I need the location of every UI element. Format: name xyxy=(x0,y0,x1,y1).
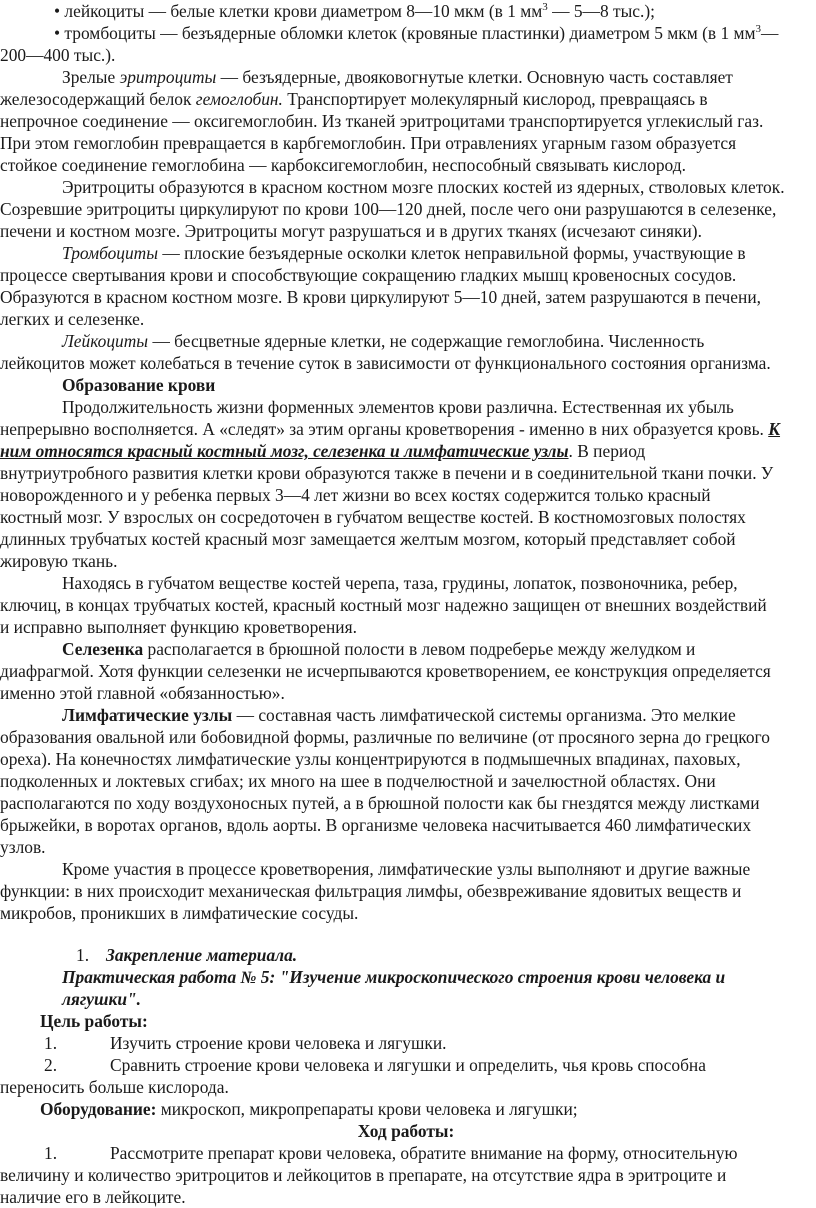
term-spleen: Селезенка xyxy=(62,639,144,659)
equipment-line xyxy=(0,1098,812,1120)
heading-progress: Ход работы: xyxy=(357,1121,455,1141)
goal-text: Сравнить строение крови человека и лягушки и определить, чья кровь способна xyxy=(110,1055,706,1075)
para-thrombocytes-line: легких и селезенке. xyxy=(0,309,145,329)
para-formation-line: жировую ткань. xyxy=(0,551,118,571)
goal-item xyxy=(0,1054,812,1076)
text: — безъядерные, двояковогнутые клетки. Основную часть составляет xyxy=(216,67,733,87)
step-text: Рассмотрите препарат крови человека, обратите внимание на форму, относительную xyxy=(110,1143,738,1163)
superscript: 3 xyxy=(755,23,762,35)
step-item-cont: наличие его в лейкоците. xyxy=(0,1187,186,1207)
para-lymph-line: располагаются по ходу воздухоносных путей, а в брюшной полости как бы гнездятся между листками xyxy=(0,793,760,813)
para-formation-line xyxy=(0,418,812,440)
para-spleen-line: именно этой главной «обязанностью». xyxy=(0,683,285,703)
practical-work-title: Практическая работа № 5: "Изучение микроскопического строения крови человека и xyxy=(62,967,726,987)
para-lymph-function-line: Кроме участия в процессе кроветворения, лимфатические узлы выполняют и другие важные xyxy=(62,859,751,879)
para-thrombocytes-line xyxy=(0,242,812,264)
text: Транспортирует молекулярный кислород, превращаясь в xyxy=(282,89,708,109)
para-formation-line: новорожденного и у ребенка первых 3—4 лет жизни во всех костях содержится только красный xyxy=(0,485,711,505)
text: — плоские безъядерные осколки клеток неправильной формы, участвующие в xyxy=(158,243,746,263)
para-lymph-line xyxy=(0,704,812,726)
para-erythro-formation-line: Эритроциты образуются в красном костном мозге плоских костей из ядерных, стволовых клеток. xyxy=(62,177,785,197)
emphasis-text: К xyxy=(768,419,781,439)
para-formation-line xyxy=(0,440,812,462)
list-item-consolidation xyxy=(0,944,812,966)
term-erythrocytes: эритроциты xyxy=(119,67,217,87)
text: непрерывно восполняется. А «следят» за этим органы кроветворения - именно в них образуется кровь. xyxy=(0,419,769,439)
para-marrow-line: ключиц, в концах трубчатых костей, красный костный мозг надежно защищен от внешних воздействий xyxy=(0,595,767,615)
text: — xyxy=(761,23,779,43)
text: — 5—8 тыс.); xyxy=(547,1,655,21)
para-marrow-line: и исправно выполняет функцию кроветворения. xyxy=(0,617,357,637)
para-erythrocytes-line: непрочное соединение — оксигемоглобин. Из тканей эритроцитами транспортируется углекислый газ. xyxy=(0,111,764,131)
para-lymph-function-line: микробов, проникших в лимфатические сосуды. xyxy=(0,903,359,923)
para-erythro-formation-line: Созревшие эритроциты циркулируют по крови 100—120 дней, после чего они разрушаются в селезенке, xyxy=(0,199,777,219)
para-erythrocytes-line xyxy=(0,66,812,88)
emphasis-text: ним относятся красный костный мозг, селезенка и лимфатические узлы xyxy=(0,441,569,461)
para-thrombocytes-line: процессе свертывания крови и способствующие сокращению гладких мышц кровеносных сосудов. xyxy=(0,265,737,285)
equipment-text: микроскоп, микропрепараты крови человека и лягушки; xyxy=(156,1099,578,1119)
para-lymph-function-line: функции: в них происходит механическая фильтрация лимфы, обезвреживание ядовитых веществ и xyxy=(0,881,742,901)
spacer xyxy=(0,924,812,944)
para-thrombocytes-line: Образуются в красном костном мозге. В крови циркулируют 5—10 дней, затем разрушаются в печени, xyxy=(0,287,761,307)
para-lymph-line: подколенных и локтевых сгибах; их много на шее в подчелюстной и зачелюстной областях. Они xyxy=(0,771,716,791)
heading-goal: Цель работы: xyxy=(40,1011,148,1031)
para-marrow-line: Находясь в губчатом веществе костей черепа, таза, грудины, лопаток, позвоночника, ребер, xyxy=(62,573,738,593)
goal-text: Изучить строение крови человека и лягушки. xyxy=(110,1033,447,1053)
para-erythrocytes-line: При этом гемоглобин превращается в карбгемоглобин. При отравлениях угарным газом образуется xyxy=(0,133,737,153)
para-formation-line: Продолжительность жизни форменных элементов крови различна. Естественная их убыль xyxy=(62,397,734,417)
para-lymph-line: образования овальной или бобовидной формы, различные по величине (от просяного зерна до грецкого xyxy=(0,727,770,747)
para-lymph-line: узлов. xyxy=(0,837,46,857)
text: • тромбоциты — безъядерные обломки клеток (кровяные пластинки) диаметром 5 мкм (в 1 мм xyxy=(54,23,756,43)
list-number: 1. xyxy=(44,1143,58,1163)
list-number: 1. xyxy=(76,945,90,965)
text: . В период xyxy=(568,441,646,461)
para-leukocytes-line xyxy=(0,330,812,352)
step-item-cont: величину и количество эритроцитов и лейкоцитов в препарате, на отсутствие ядра в эритроците и xyxy=(0,1165,727,1185)
term-leukocytes: Лейкоциты xyxy=(62,331,149,351)
text: — бесцветные ядерные клетки, не содержащие гемоглобина. Численность xyxy=(148,331,705,351)
para-spleen-line xyxy=(0,638,812,660)
term-lymph-nodes: Лимфатические узлы xyxy=(62,705,233,725)
para-lymph-line: ореха). На конечностях лимфатические узлы концентрируются в подмышечных впадинах, паховых, xyxy=(0,749,741,769)
list-number: 2. xyxy=(44,1055,58,1075)
para-formation-line: длинных трубчатых костей красный мозг замещается желтым мозгом, который представляет собой xyxy=(0,529,736,549)
para-lymph-line: брыжейки, в воротах органов, вдоль аорты. В организме человека насчитывается 460 лимфатических xyxy=(0,815,752,835)
text: Зрелые xyxy=(62,67,120,87)
para-leukocytes-line: лейкоцитов может колебаться в течение суток в зависимости от функционального состояния организма. xyxy=(0,353,771,373)
para-erythro-formation-line: печени и костном мозге. Эритроциты могут разрушаться и в других тканях (исчезают синяки). xyxy=(0,221,702,241)
text: располагается в брюшной полости в левом подреберье между желудком и xyxy=(143,639,696,659)
text: железосодержащий белок xyxy=(0,89,196,109)
goal-item xyxy=(0,1032,812,1054)
practical-work-title-cont: лягушки". xyxy=(62,989,141,1009)
list-number: 1. xyxy=(44,1033,58,1053)
equipment-label: Оборудование: xyxy=(40,1099,157,1119)
goal-item-cont: переносить больше кислорода. xyxy=(0,1077,229,1097)
para-erythrocytes-line xyxy=(0,88,812,110)
superscript: 3 xyxy=(542,1,548,13)
step-item xyxy=(0,1142,812,1164)
bullet-thrombocytes-cont: 200—400 тыс.). xyxy=(0,45,116,65)
para-formation-line: внутриутробного развития клетки крови образуются также в печени и в соединительной ткани почки. У xyxy=(0,463,774,483)
term-hemoglobin: гемоглобин. xyxy=(195,89,283,109)
para-erythrocytes-line: стойкое соединение гемоглобина — карбоксигемоглобин, неспособный связывать кислород. xyxy=(0,155,686,175)
para-spleen-line: диафрагмой. Хотя функции селезенки не исчерпываются кроветворением, ее конструкция определяется xyxy=(0,661,771,681)
bullet-leukocytes xyxy=(0,0,812,22)
term-thrombocytes: Тромбоциты xyxy=(62,243,159,263)
para-formation-line: костный мозг. У взрослых он сосредоточен в губчатом веществе костей. В костномозговых полостях xyxy=(0,507,746,527)
text: • лейкоциты — белые клетки крови диаметром 8—10 мкм (в 1 мм xyxy=(54,1,543,21)
bullet-thrombocytes xyxy=(0,22,812,44)
text: — составная часть лимфатической системы организма. Это мелкие xyxy=(232,705,736,725)
list-item-title: Закрепление материала. xyxy=(106,945,298,965)
heading-blood-formation: Образование крови xyxy=(62,375,216,395)
